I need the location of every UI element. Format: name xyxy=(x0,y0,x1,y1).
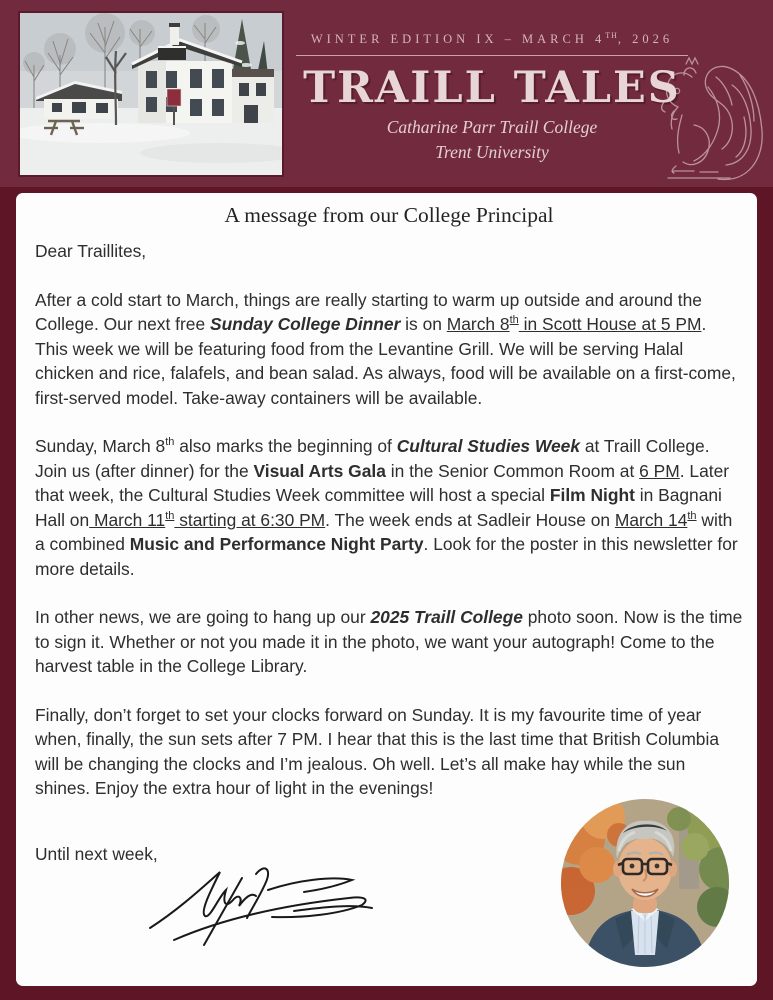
letter-paragraph: After a cold start to March, things are really starting to warm up outside and around the College. Our next free Sunday College Dinner is on March 8th in Scott House at 5 PM. This week we will be featuring food from the Levantine Grill. We will be serving Halal chicken and rice, falafels, and bean salad. As always, food will be available on a first-come, first-served model. Take-away containers will be available. xyxy=(35,289,736,408)
handwritten-signature xyxy=(144,848,379,948)
squirrel-line-art-icon xyxy=(648,55,770,187)
header-text-block xyxy=(290,0,694,163)
letter-heading: A message from our College Principal xyxy=(224,203,554,227)
college-name: Catharine Parr Traill College xyxy=(386,117,598,138)
university-name: Trent University xyxy=(435,142,549,163)
principal-portrait-photo xyxy=(561,799,729,967)
closing-line: Until next week, xyxy=(35,844,158,864)
letter-paragraph: Finally, don’t forget to set your clocks forward on Sunday. It is my favourite time of year when, finally, the sun sets after 7 PM. I hear that this is the last time that British Columbia will be changing the clocks and I’m jealous. Oh well. Let’s all make hay while the sun shines. Enjoy the extra hour of light in the evenings! xyxy=(35,704,720,798)
letter-card xyxy=(16,193,757,986)
edition-line: WINTER EDITION IX – MARCH 4TH, 2026 xyxy=(310,31,674,47)
letter-paragraph: In other news, we are going to hang up our 2025 Traill College photo soon. Now is the time to sign it. Whether or not you made it in the photo, we want your autograph! Come to the harvest table in the College Library. xyxy=(35,607,743,676)
newsletter-header xyxy=(0,0,773,187)
salutation: Dear Traillites, xyxy=(35,241,147,261)
snowy-campus-photo xyxy=(20,13,282,175)
newsletter-title: TRAILL TALES xyxy=(303,63,681,114)
letter-body xyxy=(35,288,743,801)
header-divider xyxy=(296,55,688,56)
letter-paragraph: Sunday, March 8th also marks the beginning of Cultural Studies Week at Traill College. Join us (after dinner) for the Visual Arts Gala in the Senior Common Room at 6 PM. Later that week, the Cultural Studies Week committee will host a special Film Night in Bagnani Hall on March 11th starting at 6:30 PM. The week ends at Sadleir House on March 14th with a combined Music and Performance Night Party. Look for the poster in this newsletter for more details. xyxy=(35,436,738,579)
